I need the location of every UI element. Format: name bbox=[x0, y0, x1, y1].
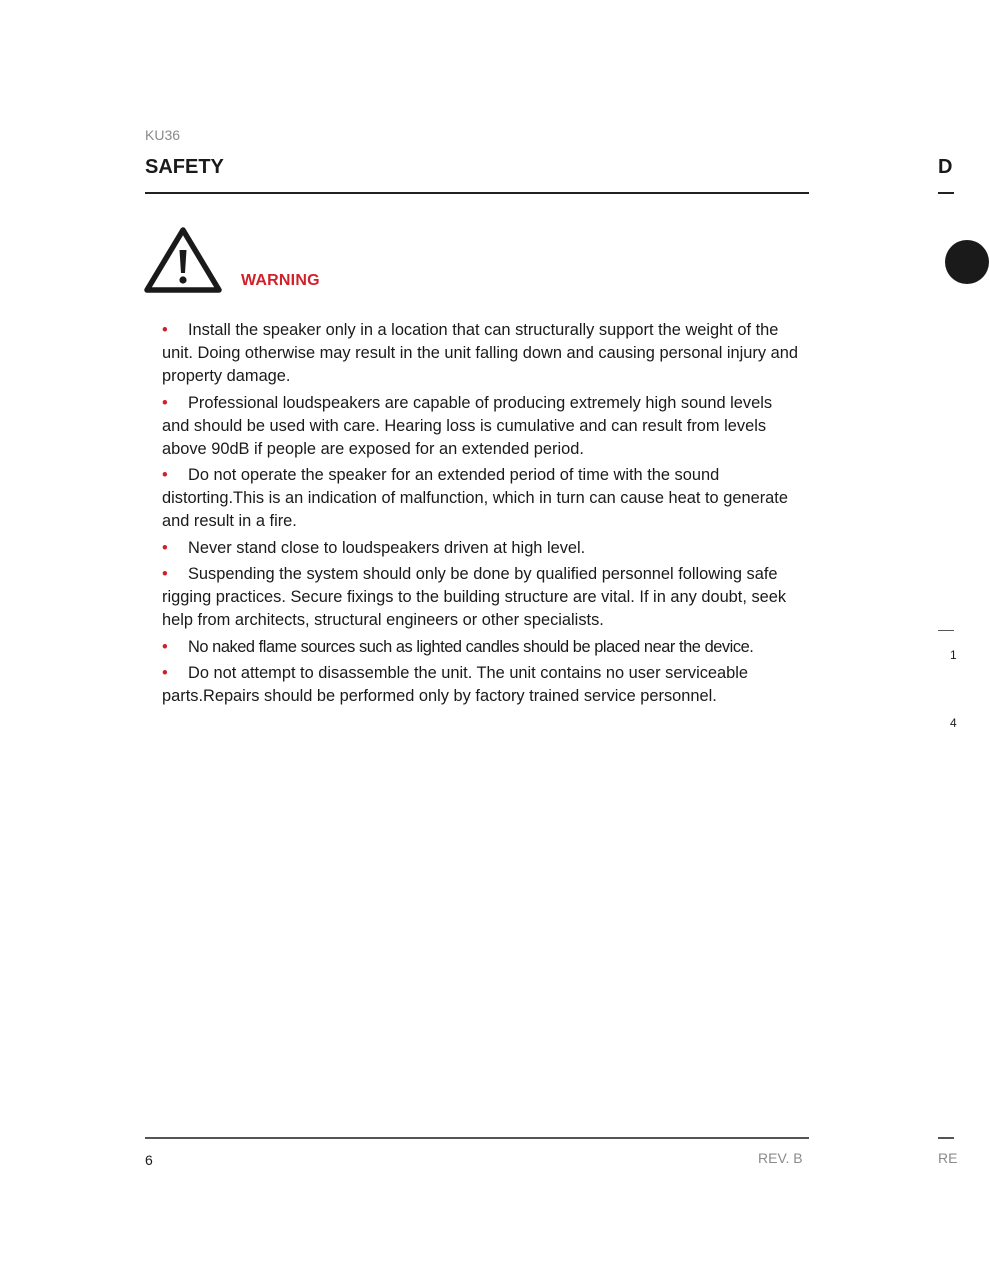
footer-divider bbox=[145, 1137, 809, 1139]
adjacent-page-footer-divider bbox=[938, 1137, 954, 1139]
list-item-text: Never stand close to loudspeakers driven at high level. bbox=[188, 538, 586, 557]
revision-label: REV. B bbox=[758, 1150, 803, 1166]
list-item-text: Suspending the system should only be done by qualified personnel following safe rigging practices. Secure fixings to the building structure are vital. If in any doubt, seek help from architects, structural engineers or other specialists. bbox=[162, 565, 787, 629]
list-item bbox=[162, 392, 802, 461]
list-item bbox=[162, 464, 802, 533]
adjacent-page-revision-fragment: RE bbox=[938, 1150, 958, 1166]
warning-label: WARNING bbox=[241, 272, 320, 289]
header-divider bbox=[145, 192, 809, 194]
list-item-text: Do not attempt to disassemble the unit. The unit contains no user serviceable parts.Repairs should be performed only by factory trained service personnel. bbox=[162, 664, 749, 705]
bullet-icon: • bbox=[162, 637, 168, 656]
bullet-icon: • bbox=[162, 664, 168, 682]
model-label: KU36 bbox=[145, 127, 181, 143]
list-item bbox=[162, 662, 802, 708]
list-item bbox=[162, 636, 802, 659]
adjacent-page-title-fragment: D bbox=[938, 156, 953, 178]
adjacent-page-circle-icon bbox=[945, 240, 989, 284]
adjacent-page-mark: 1 bbox=[950, 648, 957, 662]
list-item-text: Do not operate the speaker for an extended period of time with the sound distorting.This is an indication of malfunction, which in turn can cause heat to generate and result in a fire. bbox=[162, 466, 788, 530]
adjacent-page-header-divider bbox=[938, 192, 954, 194]
list-item-text: Professional loudspeakers are capable of producing extremely high sound levels and should be used with care. Hearing loss is cumulative and can result from levels above 90dB if people are exposed for an extended period. bbox=[162, 393, 773, 458]
list-item bbox=[162, 537, 802, 560]
adjacent-page-mark: 4 bbox=[950, 716, 957, 730]
warning-triangle-icon bbox=[144, 226, 222, 294]
bullet-icon: • bbox=[162, 538, 168, 557]
page-title: SAFETY bbox=[145, 156, 224, 178]
bullet-icon: • bbox=[162, 565, 168, 583]
bullet-icon: • bbox=[162, 393, 168, 412]
list-item-text: Install the speaker only in a location that can structurally support the weight of the unit. Doing otherwise may result in the unit falling down and causing personal injury and property damage. bbox=[162, 321, 798, 385]
safety-list bbox=[162, 319, 802, 712]
list-item-text: No naked flame sources such as lighted candles should be placed near the device. bbox=[188, 637, 754, 656]
page-number: 6 bbox=[145, 1152, 153, 1168]
adjacent-page-divider bbox=[938, 630, 954, 631]
bullet-icon: • bbox=[162, 466, 168, 484]
list-item bbox=[162, 319, 802, 388]
bullet-icon: • bbox=[162, 321, 168, 339]
list-item bbox=[162, 563, 802, 632]
